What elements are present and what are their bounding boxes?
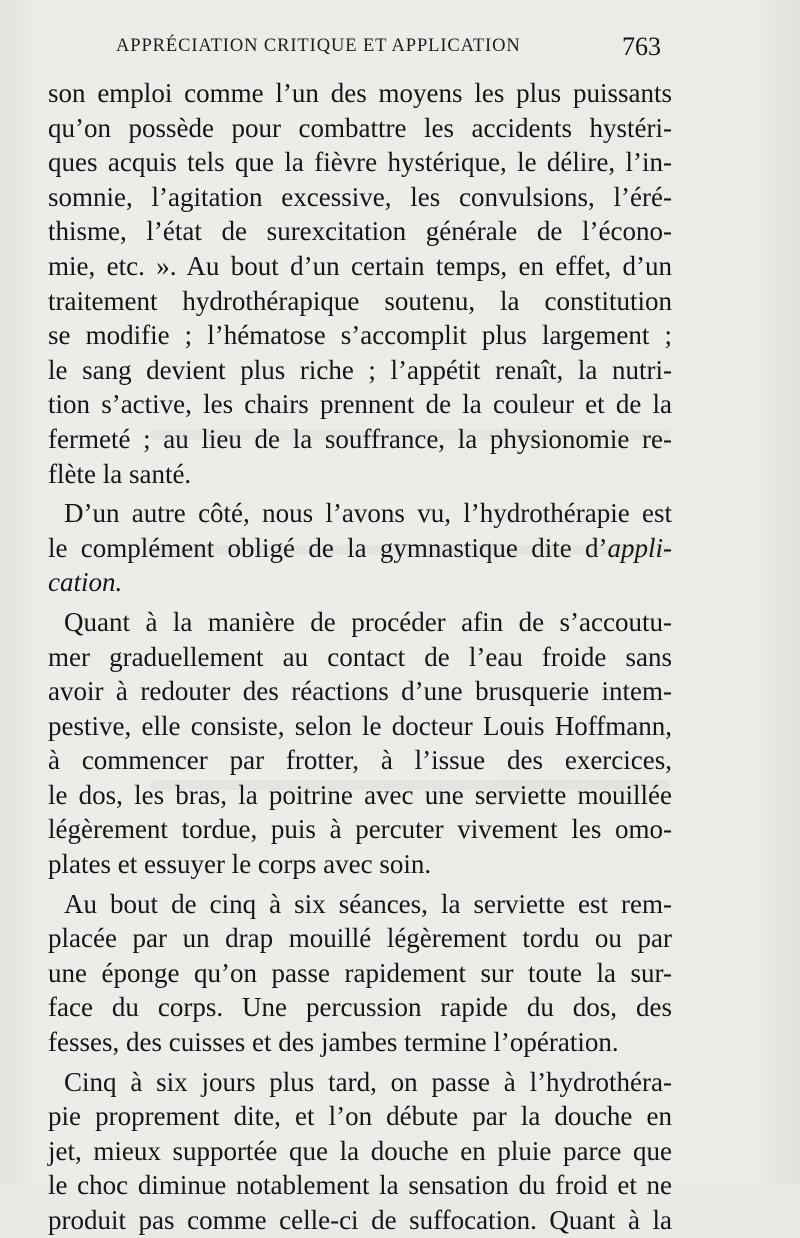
- text-line: mer graduellement au contact de l’eau froide sans: [48, 641, 672, 672]
- text-line: [48, 565, 672, 600]
- text-line: une éponge qu’on passe rapidement sur toute la sur-: [48, 957, 672, 988]
- body-text: [48, 76, 672, 1238]
- text-line: le choc diminue notablement la sensation du froid et ne: [48, 1170, 672, 1201]
- running-header: [0, 34, 800, 70]
- text-line: son emploi comme l’un des moyens les plus puissants: [48, 78, 672, 108]
- text-line: somnie, l’agitation excessive, les convulsions, l’éré-: [48, 181, 672, 212]
- italic-term: cation.: [48, 567, 123, 598]
- text-line: Cinq à six jours plus tard, on passe à l’hydrothéra-: [64, 1066, 672, 1097]
- text-line: plates et essuyer le corps avec soin.: [48, 849, 432, 880]
- text-line: jet, mieux supportée que la douche en pluie parce que: [48, 1135, 672, 1166]
- text-line: fermeté ; au lieu de la souffrance, la physionomie re-: [48, 423, 672, 454]
- text-line: ques acquis tels que la fièvre hystérique, le délire, l’in-: [48, 147, 672, 178]
- running-title: APPRÉCIATION CRITIQUE ET APPLICATION: [116, 36, 521, 56]
- text-line: traitement hydrothérapique soutenu, la constitution: [48, 285, 672, 316]
- text-line: tion s’active, les chairs prennent de la couleur et de la: [48, 389, 672, 420]
- text-line: face du corps. Une percussion rapide du dos, des: [48, 992, 672, 1023]
- text-line: thisme, l’état de surexcitation générale de l’écono-: [48, 216, 672, 247]
- text-line: [48, 531, 672, 566]
- text-line: à commencer par frotter, à l’issue des exercices,: [48, 745, 672, 776]
- text-line: flète la santé.: [48, 458, 192, 489]
- text-line: fesses, des cuisses et des jambes termine l’opération.: [48, 1027, 619, 1058]
- text-line: pie proprement dite, et l’on débute par la douche en: [48, 1101, 672, 1132]
- text-line: se modifie ; l’hématose s’accomplit plus largement ;: [48, 320, 672, 351]
- text-line: Au bout de cinq à six séances, la serviette est rem-: [64, 888, 672, 919]
- text-line: qu’on possède pour combattre les accidents hystéri-: [48, 112, 672, 143]
- text-line: placée par un drap mouillé légèrement tordu ou par: [48, 923, 672, 954]
- text-line: légèrement tordue, puis à percuter vivement les omo-: [48, 814, 672, 845]
- text-line: Quant à la manière de procéder afin de s’accoutu-: [64, 606, 672, 637]
- text-line: le dos, les bras, la poitrine avec une serviette mouillée: [48, 779, 672, 810]
- text-line: mie, etc. ». Au bout d’un certain temps, en effet, d’un: [48, 250, 672, 281]
- text-line: produit pas comme celle-ci de suffocation. Quant à la: [48, 1205, 672, 1235]
- text-line: D’un autre côté, nous l’avons vu, l’hydrothérapie est: [64, 498, 672, 529]
- italic-term: appli-: [607, 532, 672, 563]
- text-line: le sang devient plus riche ; l’appétit renaît, la nutri-: [48, 354, 672, 385]
- text-segment: le complément obligé de la gymnastique dite d’: [48, 532, 608, 563]
- text-line: pestive, elle consiste, selon le docteur Louis Hoffmann,: [48, 710, 672, 741]
- text-line: avoir à redouter des réactions d’une brusquerie intem-: [48, 676, 672, 707]
- page-number: 763: [622, 32, 661, 61]
